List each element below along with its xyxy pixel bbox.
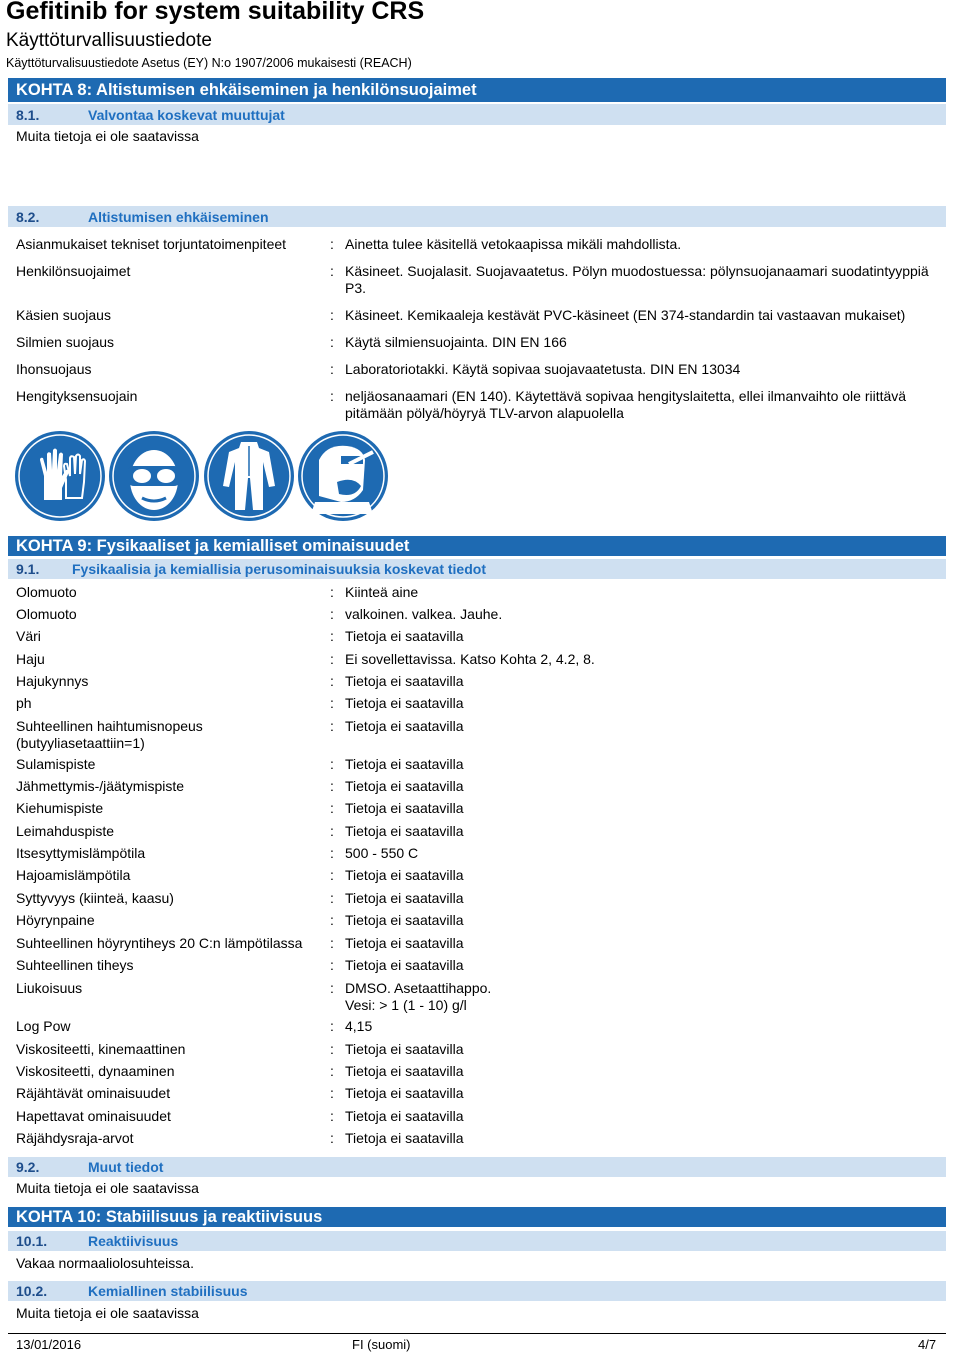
subsection-8-2: 8.2. Altistumisen ehkäiseminen bbox=[8, 206, 946, 227]
property-colon: : bbox=[330, 845, 334, 861]
property-colon: : bbox=[330, 1018, 334, 1034]
property-value: Tietoja ei saatavilla bbox=[345, 695, 464, 711]
property-value: Tietoja ei saatavilla bbox=[345, 1063, 464, 1079]
property-label: Haju bbox=[16, 651, 45, 667]
property-value: Tietoja ei saatavilla bbox=[345, 756, 464, 772]
property-value: 4,15 bbox=[345, 1018, 373, 1034]
property-value: 500 - 550 C bbox=[345, 845, 419, 861]
subsection-10-1: 10.1. Reaktiivisuus bbox=[8, 1231, 946, 1251]
property-value: Tietoja ei saatavilla bbox=[345, 800, 464, 816]
property-colon: : bbox=[330, 628, 334, 644]
property-label: Hajukynnys bbox=[16, 673, 89, 689]
document-subtitle: Käyttöturvallisuustiedote bbox=[6, 30, 212, 51]
property-value: Tietoja ei saatavilla bbox=[345, 1085, 464, 1101]
row-value: Ainetta tulee käsitellä vetokaapissa mikäli mahdollista. bbox=[345, 236, 682, 252]
document-title: Gefitinib for system suitability CRS bbox=[6, 0, 425, 25]
property-value: Tietoja ei saatavilla bbox=[345, 673, 464, 689]
footer-language: FI (suomi) bbox=[352, 1337, 411, 1352]
property-colon: : bbox=[330, 800, 334, 816]
property-label: Suhteellinen haihtumisnopeus (butyyliasetaattiin=1) bbox=[16, 718, 203, 751]
property-label: Olomuoto bbox=[16, 606, 77, 622]
footer-divider bbox=[8, 1333, 946, 1334]
property-colon: : bbox=[330, 980, 334, 996]
footer-page: 4/7 bbox=[918, 1337, 937, 1352]
section-8-heading: KOHTA 8: Altistumisen ehkäiseminen ja henkilönsuojaimet bbox=[8, 78, 946, 102]
property-colon: : bbox=[330, 1063, 334, 1079]
subsection-10-2: 10.2. Kemiallinen stabiilisuus bbox=[8, 1281, 946, 1301]
subsection-10-2-text: Muita tietoja ei ole saatavissa bbox=[16, 1305, 199, 1321]
property-label: Kiehumispiste bbox=[16, 800, 104, 816]
property-label: Liukoisuus bbox=[16, 980, 83, 996]
property-value: Tietoja ei saatavilla bbox=[345, 718, 464, 734]
property-value: Tietoja ei saatavilla bbox=[345, 628, 464, 644]
property-label: Viskositeetti, dynaaminen bbox=[16, 1063, 175, 1079]
property-colon: : bbox=[330, 651, 334, 667]
property-label: Leimahduspiste bbox=[16, 823, 115, 839]
gloves-icon bbox=[14, 430, 106, 522]
regulation-line: Käyttöturvalisuustiedote Asetus (EY) N:o 1907/2006 mukaisesti (REACH) bbox=[6, 56, 412, 70]
property-colon: : bbox=[330, 1041, 334, 1057]
row-label: Henkilönsuojaimet bbox=[16, 263, 131, 279]
property-colon: : bbox=[330, 823, 334, 839]
property-label: Log Pow bbox=[16, 1018, 71, 1034]
row-value: Laboratoriotakki. Käytä sopivaa suojavaatetusta. DIN EN 13034 bbox=[345, 361, 741, 377]
property-colon: : bbox=[330, 957, 334, 973]
row-value: Käsineet. Suojalasit. Suojavaatetus. Pölyn muodostuessa: pölynsuojanaamari suodatintyyppiä P3. bbox=[345, 263, 929, 296]
property-label: ph bbox=[16, 695, 32, 711]
row-label: Asianmukaiset tekniset torjuntatoimenpiteet bbox=[16, 236, 287, 252]
property-label: Itsesyttymislämpötila bbox=[16, 845, 146, 861]
subsection-10-1-text: Vakaa normaaliolosuhteissa. bbox=[16, 1255, 194, 1271]
row-label: Käsien suojaus bbox=[16, 307, 111, 323]
section-10-heading: KOHTA 10: Stabiilisuus ja reaktiivisuus bbox=[8, 1207, 946, 1227]
property-colon: : bbox=[330, 584, 334, 600]
property-value: Tietoja ei saatavilla bbox=[345, 778, 464, 794]
row-label: Silmien suojaus bbox=[16, 334, 115, 350]
property-value: Tietoja ei saatavilla bbox=[345, 935, 464, 951]
property-value: Tietoja ei saatavilla bbox=[345, 957, 464, 973]
property-label: Väri bbox=[16, 628, 41, 644]
property-value: Tietoja ei saatavilla bbox=[345, 912, 464, 928]
property-value-line2: Vesi: > 1 (1 - 10) g/l bbox=[345, 997, 467, 1013]
row-colon: : bbox=[330, 361, 334, 377]
property-colon: : bbox=[330, 890, 334, 906]
section-9-heading: KOHTA 9: Fysikaaliset ja kemialliset ominaisuudet bbox=[8, 536, 946, 556]
property-value: Tietoja ei saatavilla bbox=[345, 867, 464, 883]
property-label: Suhteellinen höyryntiheys 20 C:n lämpötilassa bbox=[16, 935, 303, 951]
property-value: DMSO. Asetaattihappo. bbox=[345, 980, 492, 996]
property-colon: : bbox=[330, 1108, 334, 1124]
property-colon: : bbox=[330, 1130, 334, 1146]
property-colon: : bbox=[330, 606, 334, 622]
row-colon: : bbox=[330, 263, 334, 279]
row-colon: : bbox=[330, 388, 334, 404]
property-label: Viskositeetti, kinemaattinen bbox=[16, 1041, 186, 1057]
property-value: Tietoja ei saatavilla bbox=[345, 1041, 464, 1057]
subsection-8-1: 8.1. Valvontaa koskevat muuttujat bbox=[8, 104, 946, 125]
property-label: Höyrynpaine bbox=[16, 912, 95, 928]
property-value: Tietoja ei saatavilla bbox=[345, 1108, 464, 1124]
subsection-8-1-text: Muita tietoja ei ole saatavissa bbox=[16, 128, 199, 144]
property-value: Ei sovellettavissa. Katso Kohta 2, 4.2, 8. bbox=[345, 651, 595, 667]
property-value: Tietoja ei saatavilla bbox=[345, 890, 464, 906]
property-colon: : bbox=[330, 778, 334, 794]
row-colon: : bbox=[330, 236, 334, 252]
footer-date: 13/01/2016 bbox=[16, 1337, 82, 1352]
property-colon: : bbox=[330, 718, 334, 734]
property-colon: : bbox=[330, 867, 334, 883]
property-value: Tietoja ei saatavilla bbox=[345, 1130, 464, 1146]
property-value: Kiinteä aine bbox=[345, 584, 419, 600]
property-label: Sulamispiste bbox=[16, 756, 96, 772]
row-value: Käsineet. Kemikaaleja kestävät PVC-käsineet (EN 374-standardin tai vastaavan mukaiset) bbox=[345, 307, 906, 323]
property-label: Syttyvyys (kiinteä, kaasu) bbox=[16, 890, 174, 906]
property-value: Tietoja ei saatavilla bbox=[345, 823, 464, 839]
subsection-9-2-text: Muita tietoja ei ole saatavissa bbox=[16, 1180, 199, 1196]
row-label: Hengityksensuojain bbox=[16, 388, 138, 404]
goggles-icon bbox=[108, 430, 200, 522]
subsection-9-1: 9.1. Fysikaalisia ja kemiallisia perusominaisuuksia koskevat tiedot bbox=[8, 559, 946, 579]
property-value: valkoinen. valkea. Jauhe. bbox=[345, 606, 503, 622]
property-label: Räjähtävät ominaisuudet bbox=[16, 1085, 171, 1101]
property-colon: : bbox=[330, 935, 334, 951]
row-value: Käytä silmiensuojainta. DIN EN 166 bbox=[345, 334, 567, 350]
property-colon: : bbox=[330, 1085, 334, 1101]
coverall-icon bbox=[203, 430, 295, 522]
row-colon: : bbox=[330, 334, 334, 350]
property-label: Suhteellinen tiheys bbox=[16, 957, 134, 973]
subsection-9-2: 9.2. Muut tiedot bbox=[8, 1157, 946, 1177]
property-label: Jähmettymis-/jäätymispiste bbox=[16, 778, 185, 794]
property-label: Hapettavat ominaisuudet bbox=[16, 1108, 171, 1124]
row-value: neljäosanaamari (EN 140). Käytettävä sopivaa hengityslaitetta, ellei ilmanvaihto ole riittävä pitämään pölyä/höyryä TLV-arvon alapuolella bbox=[345, 388, 907, 421]
property-colon: : bbox=[330, 756, 334, 772]
property-colon: : bbox=[330, 673, 334, 689]
property-colon: : bbox=[330, 912, 334, 928]
row-label: Ihonsuojaus bbox=[16, 361, 92, 377]
property-label: Olomuoto bbox=[16, 584, 77, 600]
property-label: Räjähdysraja-arvot bbox=[16, 1130, 134, 1146]
respirator-icon bbox=[297, 430, 389, 522]
property-label: Hajoamislämpötila bbox=[16, 867, 131, 883]
property-colon: : bbox=[330, 695, 334, 711]
row-colon: : bbox=[330, 307, 334, 323]
